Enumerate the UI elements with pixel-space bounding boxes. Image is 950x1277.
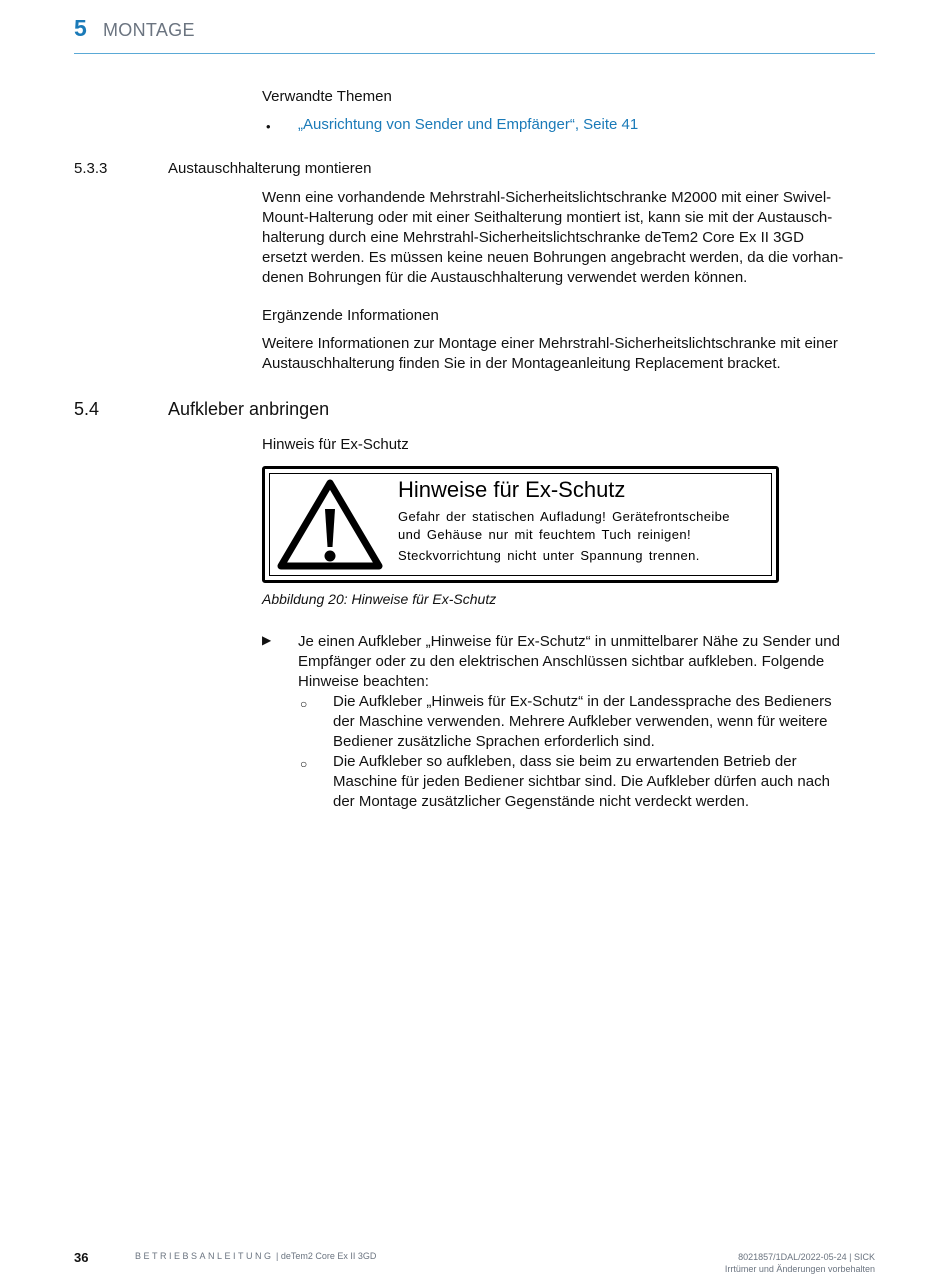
ex-protection-sign bbox=[262, 466, 779, 583]
step-arrow-icon: ▶ bbox=[262, 633, 272, 647]
footer-doc-product: | deTem2 Core Ex II 3GD bbox=[273, 1251, 377, 1261]
footer-doc-type: BETRIEBSANLEITUNG bbox=[135, 1251, 274, 1261]
page-number: 36 bbox=[74, 1250, 89, 1265]
chapter-number: 5 bbox=[74, 15, 87, 41]
section-54-title: Aufkleber anbringen bbox=[168, 399, 330, 419]
additional-info-heading: Ergänzende Informationen bbox=[262, 307, 439, 324]
sign-line-3: Steckvorrichtung nicht unter Spannung trennen. bbox=[398, 548, 700, 563]
sub-bullet-circle-icon: ○ bbox=[300, 697, 308, 711]
header-rule bbox=[74, 53, 875, 54]
sub-item-line: Bediener zusätzliche Sprachen erforderlich sind. bbox=[333, 733, 655, 750]
sub-item-line: Maschine für jeden Bediener sichtbar sind. Die Aufkleber dürfen auch nach bbox=[333, 773, 830, 790]
additional-info-paragraph bbox=[262, 334, 838, 374]
chapter-title: MONTAGE bbox=[103, 20, 195, 40]
warning-triangle-icon bbox=[275, 477, 385, 573]
paragraph-line: Weitere Informationen zur Montage einer Mehrstrahl-Sicherheitslichtschranke mit einer bbox=[262, 335, 838, 352]
sub-item-line: Die Aufkleber so aufkleben, dass sie beim zu erwartenden Betrieb der bbox=[333, 753, 797, 770]
paragraph-line: ersetzt werden. Es müssen keine neuen Bohrungen angebracht werden, da die vorhan- bbox=[262, 249, 844, 266]
sub-item-visibility bbox=[333, 752, 830, 812]
sub-item-line: der Montage zusätzlicher Gegenstände nicht verdeckt werden. bbox=[333, 793, 750, 810]
section-533-paragraph bbox=[262, 188, 843, 288]
figure-caption: Abbildung 20: Hinweise für Ex-Schutz bbox=[262, 591, 497, 607]
sub-bullet-circle-icon: ○ bbox=[300, 757, 308, 771]
sub-item-language bbox=[333, 692, 832, 752]
section-54-number: 5.4 bbox=[74, 399, 100, 419]
paragraph-line: Mount-Halterung oder mit einer Seithalterung montiert ist, kann sie mit der Austausch- bbox=[262, 209, 833, 226]
paragraph-line: halterung durch eine Mehrstrahl-Sicherheitslichtschranke deTem2 Core Ex II 3GD bbox=[262, 229, 804, 246]
step-line: Hinweise beachten: bbox=[298, 673, 429, 690]
ex-protection-subheading: Hinweis für Ex-Schutz bbox=[262, 436, 409, 453]
instruction-step bbox=[298, 632, 840, 692]
related-bullet: • bbox=[266, 119, 271, 134]
section-533-title: Austauschhalterung montieren bbox=[168, 160, 372, 177]
footer-reference bbox=[725, 1251, 875, 1275]
footer-disclaimer: Irrtümer und Änderungen vorbehalten bbox=[724, 1264, 875, 1274]
sub-item-line: der Maschine verwenden. Mehrere Aufkleber verwenden, wenn für weitere bbox=[333, 713, 828, 730]
related-topic-link[interactable]: „Ausrichtung von Sender und Empfänger“, Seite 41 bbox=[298, 116, 639, 133]
footer-document-title bbox=[135, 1251, 376, 1261]
sign-line-1: Gefahr der statischen Aufladung! Gerätefrontscheibe bbox=[398, 509, 730, 524]
section-533-number: 5.3.3 bbox=[74, 160, 108, 177]
footer-doc-ref: 8021857/1DAL/2022-05-24 | SICK bbox=[738, 1252, 875, 1262]
paragraph-line: Austauschhalterung finden Sie in der Montageanleitung Replacement bracket. bbox=[262, 355, 781, 372]
related-topics-heading: Verwandte Themen bbox=[262, 88, 392, 105]
sub-item-line: Die Aufkleber „Hinweis für Ex-Schutz“ in der Landessprache des Bedieners bbox=[333, 693, 832, 710]
sign-title: Hinweise für Ex-Schutz bbox=[398, 477, 626, 502]
paragraph-line: denen Bohrungen für die Austauschhalterung verwendet werden können. bbox=[262, 269, 748, 286]
step-line: Je einen Aufkleber „Hinweise für Ex-Schutz“ in unmittelbarer Nähe zu Sender und bbox=[298, 633, 840, 650]
paragraph-line: Wenn eine vorhandende Mehrstrahl-Sicherheitslichtschranke M2000 mit einer Swivel- bbox=[262, 189, 832, 206]
step-line: Empfänger oder zu den elektrischen Anschlüssen sichtbar aufkleben. Folgende bbox=[298, 653, 825, 670]
sign-line-2: und Gehäuse nur mit feuchtem Tuch reinigen! bbox=[398, 527, 691, 542]
